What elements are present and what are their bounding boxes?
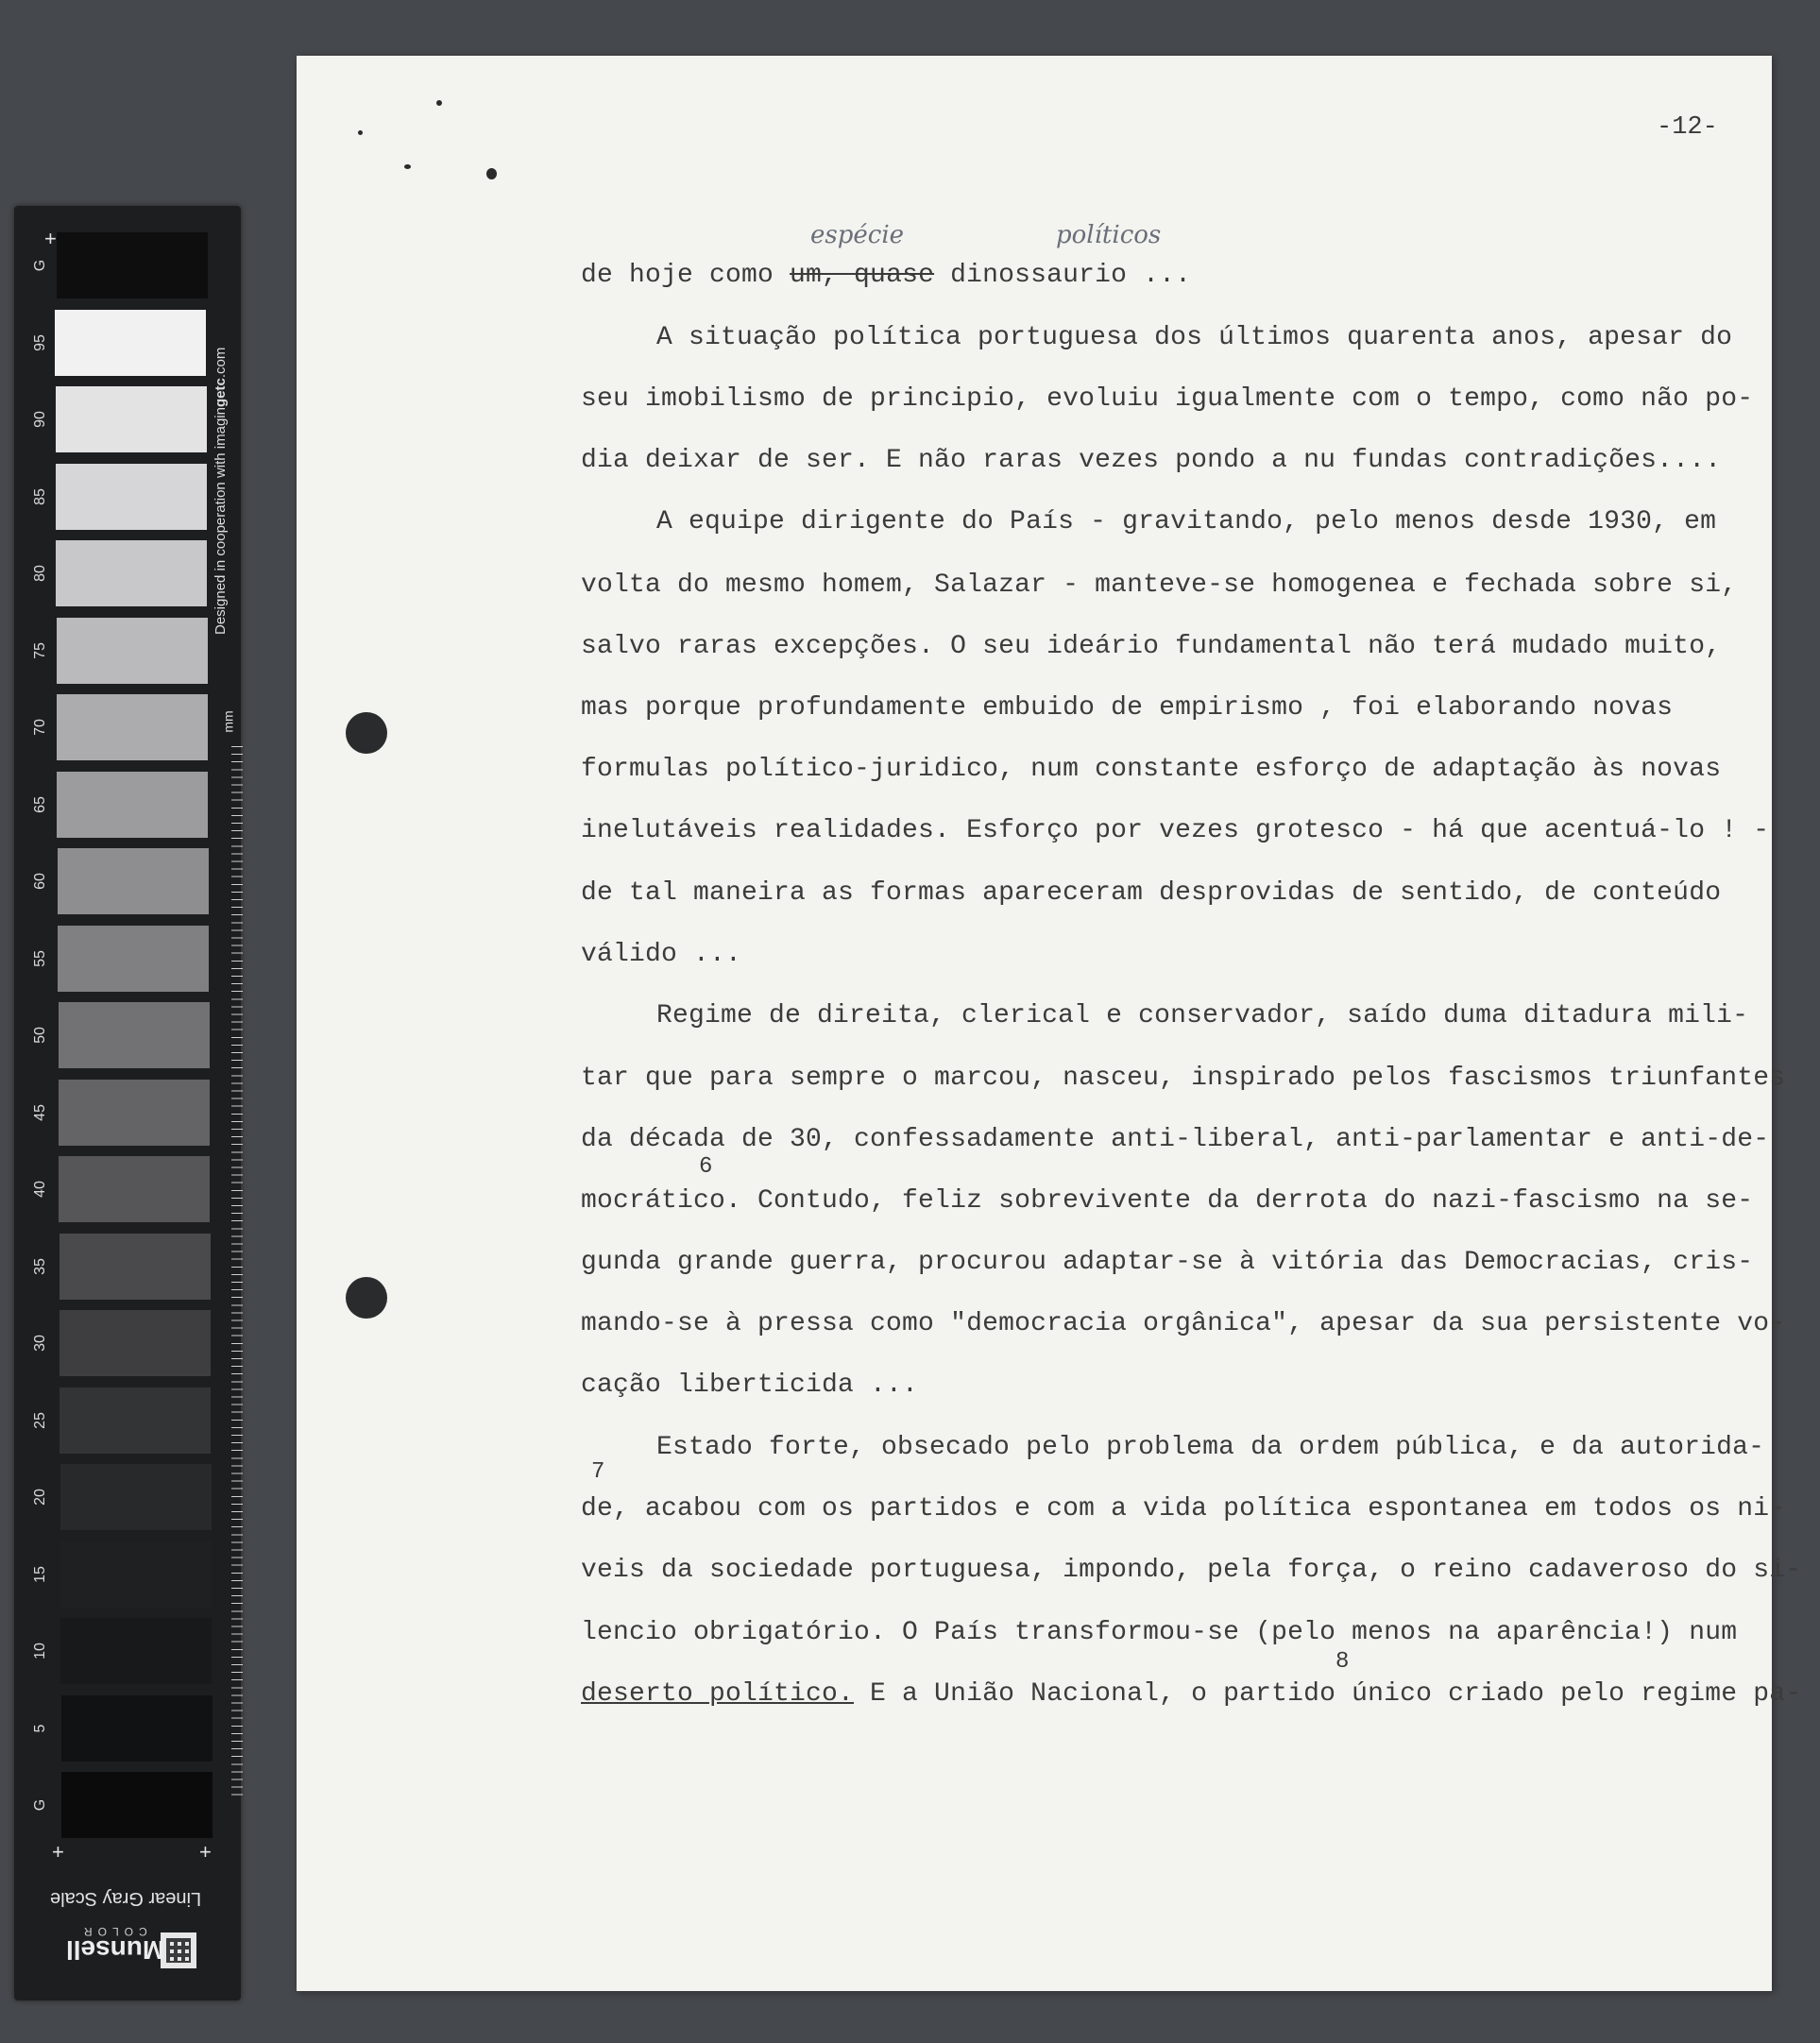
gray-patch bbox=[60, 1234, 211, 1300]
handwritten-annotation: espécie bbox=[810, 221, 905, 249]
brand-name: Munsell bbox=[66, 1935, 165, 1965]
typed-line: mas porque profundamente embuido de empirismo , foi elaborando novas bbox=[581, 693, 1674, 723]
munsell-logo-icon bbox=[161, 1932, 196, 1968]
ink-speck bbox=[358, 130, 363, 135]
gray-patch-label: 75 bbox=[32, 641, 48, 659]
registration-plus-icon: + bbox=[199, 1840, 212, 1864]
gray-patch-label: 80 bbox=[32, 565, 48, 582]
gray-patch bbox=[57, 694, 208, 760]
typed-line: válido ... bbox=[581, 940, 742, 969]
gray-patch-label: 10 bbox=[32, 1643, 48, 1660]
footnote-mark: 8 bbox=[1335, 1649, 1350, 1675]
gray-patch-label: 65 bbox=[32, 795, 48, 813]
gray-patch bbox=[57, 618, 208, 684]
ink-speck bbox=[486, 168, 497, 179]
footnote-mark: 6 bbox=[699, 1154, 713, 1180]
typed-line: gunda grande guerra, procurou adaptar-se à vitória das Democracias, cris- bbox=[581, 1248, 1754, 1277]
gray-patch bbox=[60, 1310, 211, 1376]
typed-line: de, acabou com os partidos e com a vida política espontanea em todos os ni- bbox=[581, 1494, 1786, 1524]
gray-patch-label: 45 bbox=[32, 1103, 48, 1121]
gray-patch-label: 90 bbox=[32, 411, 48, 428]
underlined-text: deserto político. bbox=[581, 1679, 855, 1709]
gray-patch bbox=[56, 464, 207, 530]
gray-patch-label: 35 bbox=[32, 1257, 48, 1275]
page-number: -12- bbox=[1657, 113, 1718, 142]
typed-line: inelutáveis realidades. Esforço por vezes grotesco - há que acentuá-lo ! - bbox=[581, 816, 1770, 845]
typed-line: mando-se à pressa como "democracia orgânica", apesar da sua persistente vo- bbox=[581, 1309, 1786, 1338]
gray-patch-label: 25 bbox=[32, 1411, 48, 1429]
gray-patch-label: 5 bbox=[32, 1724, 48, 1732]
gray-patch bbox=[60, 1464, 212, 1530]
brand-subtitle: COLOR bbox=[78, 1925, 147, 1938]
gray-patch bbox=[58, 848, 209, 914]
typed-line: lencio obrigatório. O País transformou-se (pelo menos na aparência!) num bbox=[581, 1618, 1738, 1647]
gray-patch bbox=[56, 386, 207, 452]
gray-patch-label: 55 bbox=[32, 949, 48, 967]
typed-line bbox=[581, 1679, 1801, 1709]
typed-line: dia deixar de ser. E não raras vezes pondo a nu fundas contradições.... bbox=[581, 446, 1722, 475]
gray-patch bbox=[59, 1080, 210, 1146]
gray-patch-label: 20 bbox=[32, 1489, 48, 1506]
gray-patch bbox=[57, 772, 208, 838]
gray-patch-label: 60 bbox=[32, 873, 48, 890]
registration-plus-icon: + bbox=[44, 227, 57, 250]
ink-speck bbox=[436, 100, 442, 106]
punch-hole bbox=[346, 1277, 387, 1319]
typed-line: Estado forte, obsecado pelo problema da ordem pública, e da autorida- bbox=[656, 1433, 1765, 1462]
gray-patch bbox=[60, 1388, 211, 1454]
gray-patch-label: 50 bbox=[32, 1027, 48, 1044]
typed-line: Regime de direita, clerical e conservador, saído duma ditadura mili- bbox=[656, 1001, 1749, 1030]
footnote-mark: 7 bbox=[591, 1459, 605, 1485]
gray-patch bbox=[59, 1002, 210, 1068]
gray-patch bbox=[58, 926, 209, 992]
gray-scale-card bbox=[14, 206, 241, 2000]
typed-line: seu imobilismo de principio, evoluiu igualmente com o tempo, como não po- bbox=[581, 384, 1754, 414]
millimeter-ruler bbox=[222, 746, 243, 1799]
typed-line: volta do mesmo homem, Salazar - manteve-se homogenea e fechada sobre si, bbox=[581, 570, 1738, 600]
gray-patch bbox=[59, 1156, 210, 1222]
ink-speck bbox=[404, 164, 411, 169]
gray-patch bbox=[56, 540, 207, 606]
typed-line: tar que para sempre o marcou, nasceu, inspirado pelos fascismos triunfantes bbox=[581, 1064, 1786, 1093]
typed-line: formulas político-juridico, num constante esforço de adaptação às novas bbox=[581, 755, 1722, 784]
gray-patch-label: 40 bbox=[32, 1181, 48, 1198]
gray-patch-label: 70 bbox=[32, 719, 48, 736]
gray-patch bbox=[55, 310, 206, 376]
text-run: de hoje como bbox=[581, 261, 791, 290]
gray-patch bbox=[60, 1541, 212, 1608]
typed-line: A situação política portuguesa dos últimos quarenta anos, apesar do bbox=[656, 323, 1733, 352]
typed-line bbox=[581, 261, 1191, 290]
handwritten-annotation: políticos bbox=[1056, 221, 1162, 249]
gray-patch bbox=[60, 1618, 212, 1684]
typed-line: mocrático. Contudo, feliz sobrevivente da derrota do nazi-fascismo na se- bbox=[581, 1186, 1754, 1216]
text-run: E a União Nacional, o partido único criado pelo regime pa- bbox=[854, 1679, 1802, 1709]
gray-patch-label: G bbox=[32, 1798, 48, 1812]
ruler-unit-label: mm bbox=[220, 710, 236, 733]
struck-text: um, quase bbox=[790, 261, 935, 290]
gray-patch bbox=[61, 1772, 213, 1838]
gray-patch-label: 95 bbox=[32, 333, 48, 351]
typed-line: veis da sociedade portuguesa, impondo, pela força, o reino cadaveroso do si- bbox=[581, 1556, 1802, 1585]
card-credit-text: Designed in cooperation with imagingetc.com bbox=[213, 347, 229, 635]
gray-patch-label: 85 bbox=[32, 487, 48, 505]
typed-line: cação liberticida ... bbox=[581, 1371, 919, 1400]
gray-scale-title: Linear Gray Scale bbox=[50, 1888, 202, 1909]
typed-line: salvo raras excepções. O seu ideário fundamental não terá mudado muito, bbox=[581, 632, 1722, 661]
typed-line: de tal maneira as formas apareceram desprovidas de sentido, de conteúdo bbox=[581, 878, 1722, 908]
gray-patch bbox=[61, 1695, 213, 1762]
gray-patch-label: G bbox=[32, 259, 48, 272]
gray-patch-label: 30 bbox=[32, 1335, 48, 1352]
text-run: dinossaurio ... bbox=[934, 261, 1192, 290]
typed-line: da década de 30, confessadamente anti-liberal, anti-parlamentar e anti-de- bbox=[581, 1125, 1770, 1154]
punch-hole bbox=[346, 712, 387, 754]
registration-plus-icon: + bbox=[52, 1840, 64, 1864]
typed-line: A equipe dirigente do País - gravitando, pelo menos desde 1930, em bbox=[656, 507, 1717, 536]
gray-patch bbox=[57, 232, 208, 298]
gray-patch-label: 15 bbox=[32, 1565, 48, 1583]
